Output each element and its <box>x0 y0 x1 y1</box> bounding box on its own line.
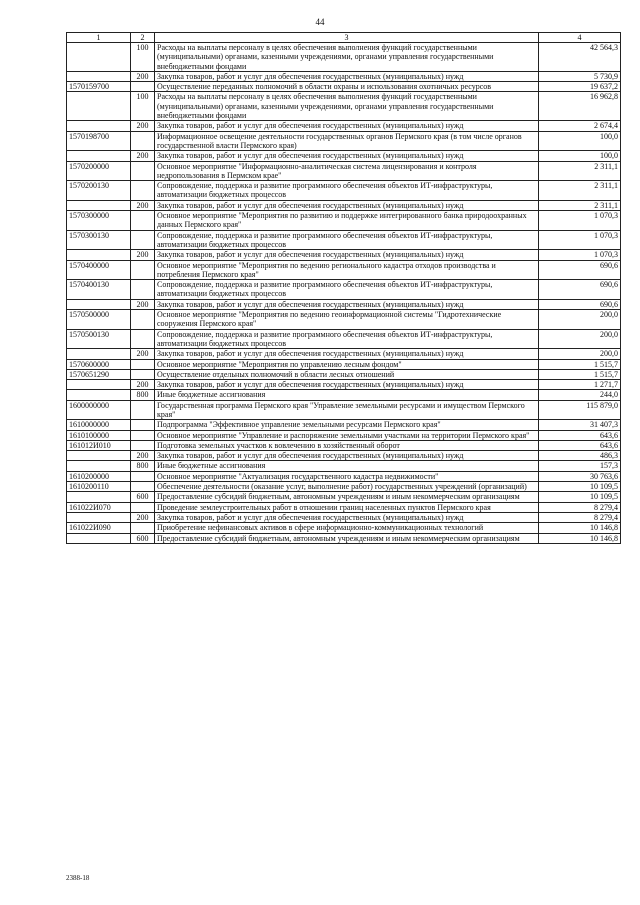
table-row <box>67 310 621 330</box>
table-row <box>67 461 621 471</box>
sum-cell: 690,6 <box>539 280 621 300</box>
vr-cell <box>131 440 155 450</box>
code-cell: 1600000000 <box>67 400 131 420</box>
code-cell <box>67 461 131 471</box>
table-row <box>67 280 621 300</box>
code-cell: 1610200000 <box>67 471 131 481</box>
table-row <box>67 400 621 420</box>
sum-cell: 115 879,0 <box>539 400 621 420</box>
vr-cell: 200 <box>131 151 155 161</box>
vr-cell <box>131 482 155 492</box>
vr-cell: 200 <box>131 451 155 461</box>
name-cell: Иные бюджетные ассигнования <box>155 461 539 471</box>
table-row <box>67 440 621 450</box>
column-header: 4 <box>539 33 621 43</box>
name-cell: Сопровождение, поддержка и развитие программного обеспечения объектов ИТ-инфраструктуры, автоматизации бюджетных процессов <box>155 280 539 300</box>
name-cell: Государственная программа Пермского края "Управление земельными ресурсами и имуществом Пермского края" <box>155 400 539 420</box>
code-cell <box>67 92 131 121</box>
vr-cell <box>131 359 155 369</box>
name-cell: Закупка товаров, работ и услуг для обеспечения государственных (муниципальных) нужд <box>155 71 539 81</box>
table-row <box>67 369 621 379</box>
sum-cell: 200,0 <box>539 310 621 330</box>
name-cell: Сопровождение, поддержка и развитие программного обеспечения объектов ИТ-инфраструктуры, автоматизации бюджетных процессов <box>155 329 539 349</box>
sum-cell: 2 311,1 <box>539 200 621 210</box>
name-cell: Закупка товаров, работ и услуг для обеспечения государственных (муниципальных) нужд <box>155 512 539 522</box>
sum-cell: 2 311,1 <box>539 181 621 201</box>
sum-cell: 1 070,3 <box>539 230 621 250</box>
vr-cell <box>131 400 155 420</box>
name-cell: Закупка товаров, работ и услуг для обеспечения государственных (муниципальных) нужд <box>155 380 539 390</box>
sum-cell: 30 763,6 <box>539 471 621 481</box>
table-row <box>67 380 621 390</box>
sum-cell: 2 311,1 <box>539 161 621 181</box>
vr-cell: 200 <box>131 349 155 359</box>
name-cell: Обеспечение деятельности (оказание услуг, выполнение работ) государственных учреждений (организаций) <box>155 482 539 492</box>
code-cell <box>67 512 131 522</box>
name-cell: Осуществление переданных полномочий в области охраны и использования охотничьих ресурсов <box>155 82 539 92</box>
name-cell: Основное мероприятие "Мероприятия по ведению регионального кадастра отходов производства и потребления Пермского края" <box>155 260 539 280</box>
vr-cell: 200 <box>131 299 155 309</box>
vr-cell <box>131 369 155 379</box>
sum-cell: 8 279,4 <box>539 502 621 512</box>
sum-cell: 100,0 <box>539 131 621 151</box>
table-row <box>67 131 621 151</box>
name-cell: Предоставление субсидий бюджетным, автономным учреждениям и иным некоммерческим организациям <box>155 533 539 543</box>
name-cell: Осуществление отдельных полномочий в области лесных отношений <box>155 369 539 379</box>
column-header: 1 <box>67 33 131 43</box>
table-row <box>67 299 621 309</box>
table-row <box>67 451 621 461</box>
code-cell: 1570198700 <box>67 131 131 151</box>
code-cell <box>67 349 131 359</box>
code-cell: 1570200130 <box>67 181 131 201</box>
vr-cell: 200 <box>131 200 155 210</box>
code-cell: 1610200110 <box>67 482 131 492</box>
vr-cell <box>131 471 155 481</box>
sum-cell: 1 070,3 <box>539 211 621 231</box>
vr-cell <box>131 211 155 231</box>
table-row <box>67 523 621 533</box>
vr-cell <box>131 430 155 440</box>
sum-cell: 19 637,2 <box>539 82 621 92</box>
sum-cell: 157,3 <box>539 461 621 471</box>
sum-cell: 10 109,5 <box>539 482 621 492</box>
sum-cell: 8 279,4 <box>539 512 621 522</box>
code-cell: 1570400130 <box>67 280 131 300</box>
name-cell: Основное мероприятие "Мероприятия по ведению геоинформационной системы "Гидротехнические сооружения Пермского края" <box>155 310 539 330</box>
name-cell: Иные бюджетные ассигнования <box>155 390 539 400</box>
code-cell: 1570651290 <box>67 369 131 379</box>
budget-table <box>66 32 621 544</box>
table-row <box>67 260 621 280</box>
code-cell: 161012И010 <box>67 440 131 450</box>
vr-cell: 200 <box>131 71 155 81</box>
code-cell <box>67 71 131 81</box>
table-row <box>67 430 621 440</box>
name-cell: Подпрограмма "Эффективное управление земельными ресурсами Пермского края" <box>155 420 539 430</box>
table-row <box>67 420 621 430</box>
code-cell <box>67 451 131 461</box>
code-cell: 1610100000 <box>67 430 131 440</box>
code-cell <box>67 151 131 161</box>
code-cell: 1570159700 <box>67 82 131 92</box>
document-footer-code: 2388-18 <box>66 874 90 882</box>
table-row <box>67 492 621 502</box>
sum-cell: 10 146,8 <box>539 523 621 533</box>
table-row <box>67 512 621 522</box>
code-cell: 1570300130 <box>67 230 131 250</box>
sum-cell: 690,6 <box>539 260 621 280</box>
table-row <box>67 349 621 359</box>
code-cell: 1570500000 <box>67 310 131 330</box>
table-row <box>67 390 621 400</box>
sum-cell: 2 674,4 <box>539 121 621 131</box>
vr-cell <box>131 310 155 330</box>
name-cell: Основное мероприятие "Мероприятия по развитию и поддержке интегрированного банка природоохранных данных Пермского края" <box>155 211 539 231</box>
sum-cell: 1 515,7 <box>539 369 621 379</box>
name-cell: Основное мероприятие "Информационно-аналитическая система лицензирования и контроля недропользования в Пермском крае" <box>155 161 539 181</box>
vr-cell: 200 <box>131 512 155 522</box>
name-cell: Основное мероприятие "Управление и распоряжение земельными участками на территории Пермского края" <box>155 430 539 440</box>
sum-cell: 1 070,3 <box>539 250 621 260</box>
vr-cell: 600 <box>131 492 155 502</box>
name-cell: Расходы на выплаты персоналу в целях обеспечения выполнения функций государственными (муниципальными) органами, казенными учреждениями, органами управления государственными внебюджетными фондами <box>155 92 539 121</box>
table-row <box>67 533 621 543</box>
sum-cell: 690,6 <box>539 299 621 309</box>
code-cell <box>67 492 131 502</box>
page-number: 44 <box>315 17 325 27</box>
code-cell: 1570600000 <box>67 359 131 369</box>
name-cell: Закупка товаров, работ и услуг для обеспечения государственных (муниципальных) нужд <box>155 121 539 131</box>
vr-cell <box>131 420 155 430</box>
code-cell: 161022И090 <box>67 523 131 533</box>
table-row <box>67 502 621 512</box>
name-cell: Основное мероприятие "Актуализация государственного кадастра недвижимости" <box>155 471 539 481</box>
vr-cell <box>131 161 155 181</box>
name-cell: Проведение землеустроительных работ в отношении границ населенных пунктов Пермского края <box>155 502 539 512</box>
vr-cell <box>131 181 155 201</box>
sum-cell: 486,3 <box>539 451 621 461</box>
name-cell: Закупка товаров, работ и услуг для обеспечения государственных (муниципальных) нужд <box>155 299 539 309</box>
name-cell: Расходы на выплаты персоналу в целях обеспечения выполнения функций государственными (муниципальными) органами, казенными учреждениями, органами управления государственными внебюджетными фондами <box>155 43 539 72</box>
table-row <box>67 151 621 161</box>
sum-cell: 643,6 <box>539 440 621 450</box>
sum-cell: 10 109,5 <box>539 492 621 502</box>
vr-cell: 800 <box>131 461 155 471</box>
code-cell: 1570300000 <box>67 211 131 231</box>
sum-cell: 244,0 <box>539 390 621 400</box>
code-cell: 1570400000 <box>67 260 131 280</box>
vr-cell: 600 <box>131 533 155 543</box>
vr-cell <box>131 230 155 250</box>
table-row <box>67 359 621 369</box>
sum-cell: 1 271,7 <box>539 380 621 390</box>
vr-cell <box>131 502 155 512</box>
table-row <box>67 71 621 81</box>
vr-cell <box>131 131 155 151</box>
sum-cell: 16 962,8 <box>539 92 621 121</box>
vr-cell <box>131 82 155 92</box>
vr-cell: 100 <box>131 92 155 121</box>
name-cell: Закупка товаров, работ и услуг для обеспечения государственных (муниципальных) нужд <box>155 151 539 161</box>
code-cell: 1610000000 <box>67 420 131 430</box>
name-cell: Основное мероприятие "Мероприятия по управлению лесным фондом" <box>155 359 539 369</box>
sum-cell: 10 146,8 <box>539 533 621 543</box>
table-row <box>67 161 621 181</box>
name-cell: Информационное освещение деятельности государственных органов Пермского края (в том числе органов государственной власти Пермского края) <box>155 131 539 151</box>
name-cell: Закупка товаров, работ и услуг для обеспечения государственных (муниципальных) нужд <box>155 349 539 359</box>
vr-cell: 200 <box>131 380 155 390</box>
sum-cell: 200,0 <box>539 349 621 359</box>
table-row <box>67 43 621 72</box>
code-cell: 161022И070 <box>67 502 131 512</box>
table-row <box>67 211 621 231</box>
sum-cell: 5 730,9 <box>539 71 621 81</box>
code-cell: 1570200000 <box>67 161 131 181</box>
name-cell: Предоставление субсидий бюджетным, автономным учреждениям и иным некоммерческим организациям <box>155 492 539 502</box>
table-row <box>67 82 621 92</box>
table-row <box>67 482 621 492</box>
name-cell: Подготовка земельных участков к вовлечению в хозяйственный оборот <box>155 440 539 450</box>
table-row <box>67 250 621 260</box>
sum-cell: 643,6 <box>539 430 621 440</box>
sum-cell: 42 564,3 <box>539 43 621 72</box>
name-cell: Сопровождение, поддержка и развитие программного обеспечения объектов ИТ-инфраструктуры, автоматизации бюджетных процессов <box>155 230 539 250</box>
name-cell: Закупка товаров, работ и услуг для обеспечения государственных (муниципальных) нужд <box>155 451 539 461</box>
vr-cell: 800 <box>131 390 155 400</box>
sum-cell: 1 515,7 <box>539 359 621 369</box>
table-row <box>67 121 621 131</box>
vr-cell <box>131 329 155 349</box>
vr-cell: 200 <box>131 250 155 260</box>
code-cell <box>67 390 131 400</box>
column-header: 2 <box>131 33 155 43</box>
code-cell <box>67 43 131 72</box>
code-cell <box>67 380 131 390</box>
name-cell: Закупка товаров, работ и услуг для обеспечения государственных (муниципальных) нужд <box>155 200 539 210</box>
code-cell <box>67 299 131 309</box>
sum-cell: 31 407,3 <box>539 420 621 430</box>
name-cell: Приобретение нефинансовых активов в сфере информационно-коммуникационных технологий <box>155 523 539 533</box>
code-cell <box>67 533 131 543</box>
name-cell: Сопровождение, поддержка и развитие программного обеспечения объектов ИТ-инфраструктуры, автоматизации бюджетных процессов <box>155 181 539 201</box>
vr-cell: 200 <box>131 121 155 131</box>
table-header-row <box>67 33 621 43</box>
code-cell: 1570500130 <box>67 329 131 349</box>
code-cell <box>67 200 131 210</box>
table-row <box>67 181 621 201</box>
code-cell <box>67 121 131 131</box>
vr-cell <box>131 260 155 280</box>
vr-cell <box>131 280 155 300</box>
name-cell: Закупка товаров, работ и услуг для обеспечения государственных (муниципальных) нужд <box>155 250 539 260</box>
table-row <box>67 329 621 349</box>
code-cell <box>67 250 131 260</box>
table-row <box>67 230 621 250</box>
table-row <box>67 200 621 210</box>
vr-cell: 100 <box>131 43 155 72</box>
vr-cell <box>131 523 155 533</box>
table-row <box>67 471 621 481</box>
sum-cell: 100,0 <box>539 151 621 161</box>
table-row <box>67 92 621 121</box>
column-header: 3 <box>155 33 539 43</box>
sum-cell: 200,0 <box>539 329 621 349</box>
